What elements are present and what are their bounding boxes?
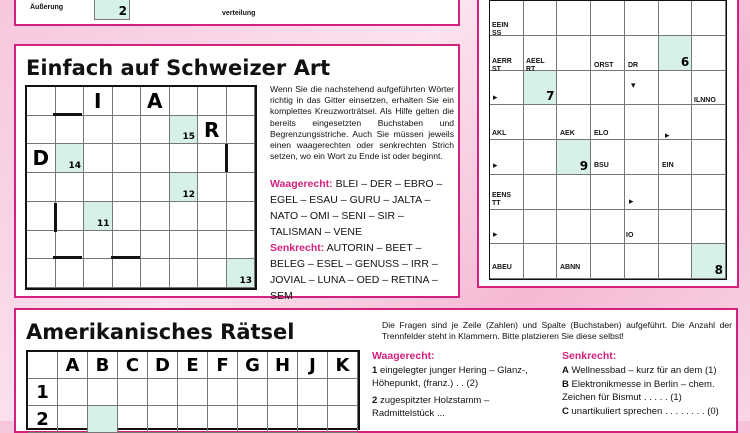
grid-cell[interactable]: [659, 1, 693, 36]
grid-cell[interactable]: [56, 116, 85, 145]
grid-letter-cell: I: [84, 87, 113, 116]
arrow-right-icon: ▸: [493, 229, 498, 239]
grid-cell[interactable]: [113, 116, 142, 145]
grid-cell[interactable]: [198, 173, 227, 202]
grid-cell[interactable]: [268, 406, 298, 433]
senkrecht-words: AUTORIN – BEET – BELEG – ESEL – GENUSS – IRR – JOVIAL – LUNA – OED – RETINA – SEM: [270, 242, 438, 302]
grid-cell[interactable]: [141, 116, 170, 145]
clue-cell: AKL: [492, 130, 507, 137]
grid-cell[interactable]: [170, 87, 199, 116]
clue-cell: EIN: [662, 162, 674, 169]
word-separator: [111, 256, 140, 259]
grid-cell[interactable]: [88, 379, 118, 406]
grid-cell[interactable]: [557, 36, 591, 71]
schweizer-card: [14, 44, 460, 302]
grid-cell[interactable]: [591, 71, 625, 106]
grid-cell[interactable]: [27, 202, 56, 231]
word-separator: [53, 256, 82, 259]
grid-cell[interactable]: [557, 71, 591, 106]
grid-cell[interactable]: [692, 140, 726, 175]
grid-cell[interactable]: [227, 144, 256, 173]
column-header: B: [88, 352, 118, 379]
row-header: 2: [28, 406, 58, 433]
solution-cell-6[interactable]: 6: [659, 36, 693, 71]
am-senkrecht-clue-a: A Wellnessbad – kurz für an dem (1): [562, 365, 717, 376]
swedish-grid: [489, 0, 727, 280]
grid-cell[interactable]: [659, 244, 693, 279]
grid-cell[interactable]: [208, 406, 238, 433]
clue-cell: IO: [626, 232, 634, 239]
clue-cell: EEIN SS: [492, 22, 509, 37]
grid-cell[interactable]: [524, 140, 558, 175]
grid-cell[interactable]: [524, 244, 558, 279]
grid-cell[interactable]: [625, 1, 659, 36]
grid-cell[interactable]: [56, 231, 85, 260]
grid-cell[interactable]: [298, 406, 328, 433]
grid-cell[interactable]: [148, 379, 178, 406]
grid-cell[interactable]: [692, 1, 726, 36]
solution-cell-12[interactable]: 12: [170, 173, 199, 202]
word-separator: [54, 203, 57, 232]
grid-cell[interactable]: [84, 144, 113, 173]
word-separator: [53, 113, 82, 116]
am-senkrecht-clue-c: C unartikuliert sprechen . . . . . . . . (0): [562, 406, 719, 417]
am-waagerecht-label: Waagerecht:: [372, 350, 435, 362]
solution-cell-14[interactable]: 14: [56, 144, 85, 173]
column-header: K: [328, 352, 358, 379]
waagerecht-words: BLEI – DER – EBRO – EGEL – ESAU – GURU – JALTA – NATO – OMI – SENI – SIR – TALISMAN – VENE: [270, 178, 443, 238]
solution-cell-11[interactable]: 11: [84, 202, 113, 231]
amerikanisch-grid: [26, 350, 360, 430]
solution-cell-13[interactable]: 13: [227, 259, 256, 288]
word-separator: [225, 144, 228, 172]
grid-cell[interactable]: [268, 379, 298, 406]
grid-cell[interactable]: [56, 87, 85, 116]
grid-cell[interactable]: [692, 175, 726, 210]
grid-cell[interactable]: [113, 144, 142, 173]
grid-cell[interactable]: [625, 105, 659, 140]
grid-cell[interactable]: [113, 231, 142, 260]
grid-cell[interactable]: [198, 231, 227, 260]
grid-cell[interactable]: [625, 140, 659, 175]
column-header: D: [148, 352, 178, 379]
grid-cell[interactable]: [198, 259, 227, 288]
grid-cell[interactable]: [591, 1, 625, 36]
grid-cell[interactable]: [56, 259, 85, 288]
solution-cell-9[interactable]: 9: [557, 140, 591, 175]
schweizer-waagerecht: [270, 176, 456, 240]
grid-cell[interactable]: [524, 1, 558, 36]
column-header: F: [208, 352, 238, 379]
grid-cell[interactable]: [27, 173, 56, 202]
clue-cell: AEK: [560, 130, 575, 137]
am-waagerecht-clue-2: 2 zugespitzter Holzstamm – Radmittelstück ...: [372, 395, 490, 419]
clue-aeusserung: Äußerung: [30, 4, 64, 11]
grid-cell[interactable]: [27, 231, 56, 260]
column-header: H: [268, 352, 298, 379]
grid-cell[interactable]: [591, 175, 625, 210]
solution-cell[interactable]: [88, 406, 118, 433]
arrow-right-icon: ▸: [665, 130, 670, 140]
grid-cell[interactable]: [170, 202, 199, 231]
clue-cell: DR: [628, 62, 639, 69]
clue-cell: ILNNO: [694, 97, 716, 104]
column-header: G: [238, 352, 268, 379]
top-puzzle-card: [14, 0, 460, 26]
grid-cell[interactable]: [692, 36, 726, 71]
solution-cell-8[interactable]: 8: [692, 244, 726, 279]
grid-cell[interactable]: [84, 259, 113, 288]
grid-cell[interactable]: [170, 144, 199, 173]
grid-cell[interactable]: [625, 244, 659, 279]
grid-cell[interactable]: [227, 87, 256, 116]
grid-cell[interactable]: [141, 231, 170, 260]
grid-cell[interactable]: [227, 202, 256, 231]
clue-cell: ORST: [594, 62, 614, 69]
grid-cell[interactable]: [659, 105, 693, 140]
grid-corner: [28, 352, 58, 379]
amerikanisch-title: Amerikanisches Rätsel: [26, 320, 295, 344]
grid-cell[interactable]: [227, 173, 256, 202]
grid-cell[interactable]: [659, 175, 693, 210]
column-header: A: [58, 352, 88, 379]
grid-cell[interactable]: [198, 144, 227, 173]
grid-cell[interactable]: [56, 202, 85, 231]
column-header: C: [118, 352, 148, 379]
grid-cell[interactable]: [58, 379, 88, 406]
grid-cell[interactable]: [659, 210, 693, 245]
grid-cell[interactable]: [298, 379, 328, 406]
solution-cell-15[interactable]: 15: [170, 116, 199, 145]
amerikanisch-card: [14, 308, 738, 433]
grid-cell[interactable]: [328, 379, 358, 406]
grid-cell[interactable]: [141, 202, 170, 231]
grid-cell[interactable]: [227, 116, 256, 145]
grid-cell[interactable]: [118, 379, 148, 406]
amerikanisch-instructions: Die Fragen sind je Zeile (Zahlen) und Spalte (Buchstaben) aufgeführt. Die Anzahl der Trennfelder steht in Klammern. Bitte platzieren Sie diese selbst!: [382, 320, 732, 342]
solution-cell-7[interactable]: 7: [524, 71, 558, 106]
grid-cell[interactable]: [84, 116, 113, 145]
clue-cell: ABNN: [560, 264, 581, 271]
grid-cell[interactable]: [84, 173, 113, 202]
clue-cell: ABEU: [492, 264, 512, 271]
grid-cell[interactable]: [625, 71, 659, 106]
grid-cell[interactable]: [208, 379, 238, 406]
grid-cell[interactable]: [27, 87, 56, 116]
arrow-down-icon: ▾: [631, 80, 636, 90]
grid-cell[interactable]: [557, 244, 591, 279]
grid-cell[interactable]: [659, 71, 693, 106]
grid-cell[interactable]: [178, 379, 208, 406]
schweizer-title: Einfach auf Schweizer Art: [26, 56, 331, 80]
grid-cell[interactable]: [113, 202, 142, 231]
am-waagerecht-clue-1: 1 eingelegter junger Hering – Glanz-, Höhepunkt, (franz.) . . (2): [372, 365, 528, 389]
grid-cell[interactable]: [524, 175, 558, 210]
grid-cell[interactable]: [84, 231, 113, 260]
senkrecht-label: Senkrecht:: [270, 242, 325, 254]
clue-cell: ELO: [594, 130, 609, 137]
grid-cell[interactable]: [198, 202, 227, 231]
grid-cell[interactable]: [113, 87, 142, 116]
grid-cell[interactable]: [118, 406, 148, 433]
am-senkrecht-clue-b: B Elektronikmesse in Berlin – chem. Zeichen für Bismut . . . . . (1): [562, 379, 715, 403]
grid-cell[interactable]: [141, 144, 170, 173]
grid-cell[interactable]: [591, 244, 625, 279]
grid-cell[interactable]: [490, 244, 524, 279]
grid-cell[interactable]: [238, 379, 268, 406]
schweizer-instructions: Wenn Sie die nachstehend aufgeführten Wörter richtig in das Gitter einsetzen, erhalten Sie ein komplettes Kreuzworträtsel. Als Hilfe gelten die bereits eingesetzten Buchstaben und Begrenzungsstriche. Auch Sie müssen jeweils einen waagerechten oder senkrechten Strich setzen, wo ein Wort zu Ende ist oder beginnt.: [270, 84, 454, 162]
grid-letter-cell: D: [27, 144, 56, 173]
grid-cell[interactable]: [113, 259, 142, 288]
column-header: E: [178, 352, 208, 379]
grid-cell[interactable]: [198, 87, 227, 116]
clue-verteilung: verteilung: [222, 10, 256, 17]
arrow-right-icon: ▸: [629, 196, 634, 206]
grid-cell[interactable]: [557, 175, 591, 210]
grid-cell[interactable]: [27, 259, 56, 288]
grid-cell[interactable]: [557, 210, 591, 245]
column-header: J: [298, 352, 328, 379]
am-senkrecht-label: Senkrecht:: [562, 350, 617, 362]
grid-cell[interactable]: [238, 406, 268, 433]
schweizer-senkrecht: [270, 240, 456, 304]
grid-cell[interactable]: [141, 259, 170, 288]
clue-cell: AERR ST: [492, 58, 512, 73]
arrow-right-icon: ▸: [493, 160, 498, 170]
grid-cell[interactable]: [170, 259, 199, 288]
grid-cell[interactable]: [170, 231, 199, 260]
grid-cell[interactable]: [141, 173, 170, 202]
grid-cell[interactable]: [557, 1, 591, 36]
clue-cell: AEEL RT: [526, 58, 545, 73]
waagerecht-label: Waagerecht:: [270, 178, 333, 190]
grid-cell[interactable]: [178, 406, 208, 433]
answer-cell-2[interactable]: 2: [94, 0, 130, 20]
grid-cell[interactable]: [227, 231, 256, 260]
grid-cell[interactable]: [692, 210, 726, 245]
grid-cell[interactable]: [27, 116, 56, 145]
grid-cell[interactable]: [591, 210, 625, 245]
arrow-right-icon: ▸: [493, 92, 498, 102]
grid-cell[interactable]: [58, 406, 88, 433]
grid-cell[interactable]: [524, 105, 558, 140]
swedish-puzzle-card: [477, 0, 739, 288]
grid-cell[interactable]: [692, 105, 726, 140]
grid-cell[interactable]: [113, 173, 142, 202]
grid-cell[interactable]: [328, 406, 358, 433]
clue-cell: BSU: [594, 162, 609, 169]
row-header: 1: [28, 379, 58, 406]
grid-cell[interactable]: [148, 406, 178, 433]
grid-cell[interactable]: [524, 210, 558, 245]
grid-letter-cell: R: [198, 116, 227, 145]
clue-cell: EENS TT: [492, 192, 512, 207]
grid-cell[interactable]: [56, 173, 85, 202]
grid-letter-cell: A: [141, 87, 170, 116]
